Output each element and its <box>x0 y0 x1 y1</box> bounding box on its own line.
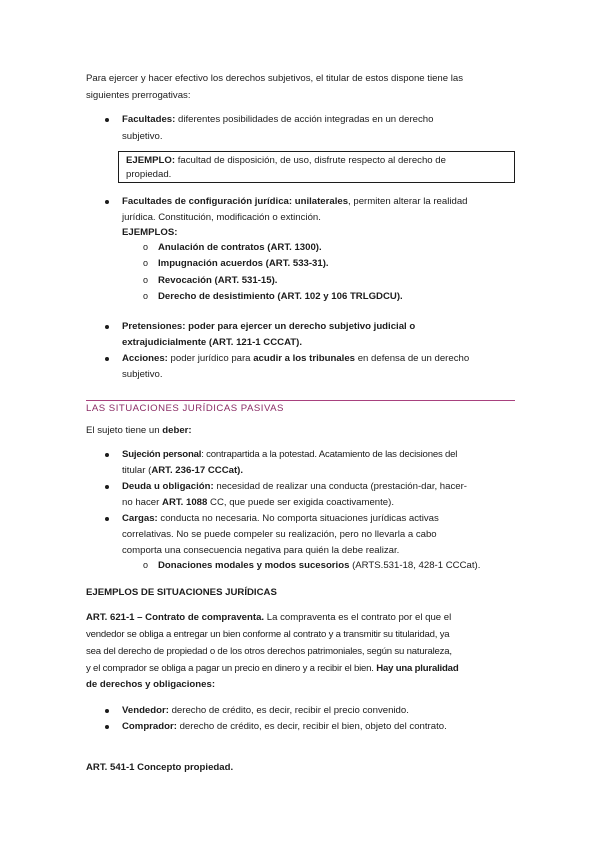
subitem-revocacion: Revocación (ART. 531-15). <box>158 275 278 286</box>
acciones-strong: acudir a los tribunales <box>253 353 356 364</box>
pasivas-intro-deber: deber: <box>162 425 192 436</box>
circle-bullet-icon: o <box>143 275 149 285</box>
subitem-desistimiento: Derecho de desistimiento (ART. 102 y 106 TRLGDCU). <box>158 291 403 302</box>
deuda-line-2 <box>122 496 394 509</box>
sujecion-art: ART. 236-17 CCCat). <box>151 465 244 476</box>
cargas-text: conducta no necesaria. No comporta situaciones jurídicas activas <box>157 513 439 524</box>
cargas-term: Cargas: <box>122 513 158 524</box>
circle-bullet-icon: o <box>143 560 149 570</box>
circle-bullet-icon: o <box>143 258 149 268</box>
compraventa-text-4b: Hay una pluralidad <box>376 663 459 674</box>
sujecion-line-2 <box>122 464 243 477</box>
circle-bullet-icon: o <box>143 242 149 252</box>
compraventa-line-1 <box>86 611 451 624</box>
bullet-icon <box>105 517 109 521</box>
config-line-2: jurídica. Constitución, modificación o extinción. <box>122 212 321 223</box>
pasivas-intro <box>86 424 192 437</box>
compraventa-term: ART. 621-1 – Contrato de compraventa. <box>86 612 265 623</box>
vendedor-term: Vendedor: <box>122 705 169 716</box>
acciones-line-2: subjetivo. <box>122 369 163 380</box>
deuda-text-2a: no hacer <box>122 497 163 508</box>
subitem-anulacion: Anulación de contratos (ART. 1300). <box>158 242 322 253</box>
cargas-line-2: correlativas. No se puede compeler su realización, pero no llevarla a cabo <box>122 529 437 540</box>
bullet-icon <box>105 485 109 489</box>
deuda-term: Deuda u obligación: <box>122 481 214 492</box>
deuda-text: necesidad de realizar una conducta (prestación-dar, hacer- <box>213 481 468 492</box>
pretensiones-line-1: Pretensiones: poder para ejercer un derecho subjetivo judicial o <box>122 321 416 332</box>
compraventa-line-2: vendedor se obliga a entregar un bien conforme al contrato y a transmitir su titularidad, ya <box>86 629 450 640</box>
facultades-term: Facultades: <box>122 114 176 125</box>
bullet-icon <box>105 453 109 457</box>
bullet-icon <box>105 325 109 329</box>
cargas-line-1 <box>122 512 439 525</box>
bullet-icon <box>105 118 109 122</box>
sujecion-line-1 <box>122 448 457 461</box>
vendedor-line <box>122 704 409 717</box>
cargas-subitem <box>158 559 480 572</box>
acciones-end: en defensa de un derecho <box>355 353 470 364</box>
config-term: Facultades de configuración jurídica: unilaterales <box>122 196 349 207</box>
compraventa-line-4 <box>86 662 458 675</box>
subitem-impugnacion: Impugnación acuerdos (ART. 533-31). <box>158 258 329 269</box>
deuda-text-2c: CC, que puede ser exigida coactivamente). <box>207 497 394 508</box>
example-line-1 <box>126 154 446 167</box>
circle-bullet-icon: o <box>143 291 149 301</box>
cargas-subitem-rest: (ARTS.531-18, 428-1 CCCat). <box>349 560 481 571</box>
facultades-text: diferentes posibilidades de acción integradas en un derecho <box>175 114 434 125</box>
acciones-term: Acciones: <box>122 353 168 364</box>
facultades-line-2: subjetivo. <box>122 131 163 142</box>
compraventa-text-1: La compraventa es el contrato por el que el <box>264 612 452 623</box>
vendedor-text: derecho de crédito, es decir, recibir el precio convenido. <box>168 705 409 716</box>
comprador-line <box>122 720 447 733</box>
deuda-line-1 <box>122 480 467 493</box>
comprador-term: Comprador: <box>122 721 177 732</box>
deuda-art: ART. 1088 <box>162 497 208 508</box>
compraventa-line-5: de derechos y obligaciones: <box>86 679 216 690</box>
cargas-subitem-term: Donaciones modales y modos sucesorios <box>158 560 350 571</box>
section-divider <box>86 400 515 401</box>
bullet-icon <box>105 709 109 713</box>
config-line-1 <box>122 195 468 208</box>
sujecion-text: : contrapartida a la potestad. Acatamiento de las decisiones del <box>201 449 458 460</box>
ejemplos-heading: EJEMPLOS DE SITUACIONES JURÍDICAS <box>86 587 277 598</box>
cargas-line-3: comporta una consecuencia negativa para quién la debe realizar. <box>122 545 400 556</box>
acciones-mid: poder jurídico para <box>167 353 254 364</box>
example-text: facultad de disposición, de uso, disfrute respecto al derecho de <box>175 155 446 166</box>
examples-label: EJEMPLOS: <box>122 227 178 238</box>
bullet-icon <box>105 725 109 729</box>
comprador-text: derecho de crédito, es decir, recibir el bien, objeto del contrato. <box>176 721 447 732</box>
intro-line-2: siguientes prerrogativas: <box>86 90 191 101</box>
facultades-line-1 <box>122 113 433 126</box>
bullet-icon <box>105 357 109 361</box>
bullet-icon <box>105 200 109 204</box>
example-label: EJEMPLO: <box>126 155 176 166</box>
intro-line-1: Para ejercer y hacer efectivo los derechos subjetivos, el titular de estos dispone tiene las <box>86 73 464 84</box>
compraventa-text-4a: y el comprador se obliga a pagar un precio en dinero y a recibir el bien. <box>86 663 377 674</box>
config-text: , permiten alterar la realidad <box>348 196 468 207</box>
art541-heading: ART. 541-1 Concepto propiedad. <box>86 762 234 773</box>
section-heading-pasivas: LAS SITUACIONES JURÍDICAS PASIVAS <box>86 403 284 414</box>
pasivas-intro-text: El sujeto tiene un <box>86 425 163 436</box>
acciones-line-1 <box>122 352 469 365</box>
sujecion-titular: titular ( <box>122 465 152 476</box>
compraventa-line-3: sea del derecho de propiedad o de los otros derechos patrimoniales, según su naturaleza, <box>86 646 452 657</box>
example-line-2: propiedad. <box>126 169 172 180</box>
pretensiones-line-2: extrajudicialmente (ART. 121-1 CCCAT). <box>122 337 303 348</box>
sujecion-term: Sujeción personal <box>122 449 202 460</box>
